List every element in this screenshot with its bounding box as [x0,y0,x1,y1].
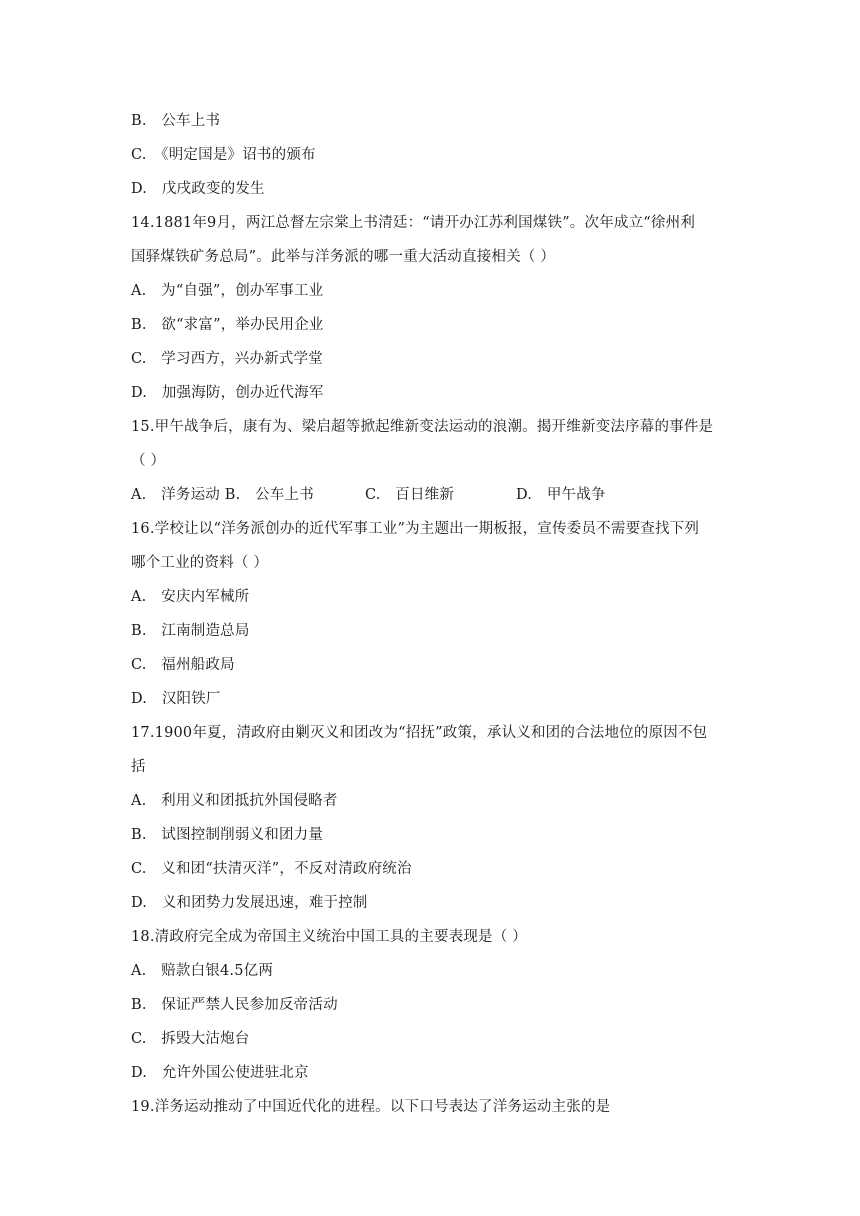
option-16b: B. 江南制造总局 [131,623,250,639]
option-16d: D. 汉阳铁厂 [131,691,221,707]
option-17c: C. 义和团“扶清灭洋”，不反对清政府统治 [131,861,412,877]
question-14-line-2: 国驿煤铁矿务总局”。此举与洋务派的哪一重大活动直接相关（ ） [131,249,556,265]
question-17-line-2: 括 [131,759,146,775]
option-14b: B. 欲“求富”，举办民用企业 [131,317,324,333]
question-18: 18.清政府完全成为帝国主义统治中国工具的主要表现是（ ） [131,929,527,945]
question-16-line-2: 哪个工业的资料（ ） [131,555,269,571]
question-16-line-1: 16.学校让以“洋务派创办的近代军事工业”为主题出一期板报，宣传委员不需要查找下列 [131,521,700,537]
question-17-line-1: 17.1900年夏，清政府由剿灭义和团改为“招抚”政策，承认义和团的合法地位的原因不包 [131,725,708,741]
option-18d: D. 允许外国公使进驻北京 [131,1065,309,1081]
option-18c: C. 拆毁大沽炮台 [131,1031,250,1047]
option-13d: D. 戊戌政变的发生 [131,181,265,197]
option-14d: D. 加强海防，创办近代海军 [131,385,324,401]
option-16a: A. 安庆内军械所 [131,589,250,605]
option-18a: A. 赔款白银4.5亿两 [131,963,274,979]
question-14-line-1: 14.1881年9月，两江总督左宗棠上书清廷：“请开办江苏利国煤铁”。次年成立“徐州利 [131,215,696,231]
option-13c: C. 《明定国是》诏书的颁布 [131,147,316,163]
question-15-line-1: 15.甲午战争后，康有为、梁启超等掀起维新变法运动的浪潮。揭开维新变法序幕的事件是 [131,419,714,435]
question-15-line-2: （ ） [131,453,166,469]
option-18b: B. 保证严禁人民参加反帝活动 [131,997,338,1013]
question-15-options [131,485,731,505]
option-15c: C. 百日维新 [365,487,455,503]
option-13b: B. 公车上书 [131,113,221,129]
option-15d: D. 甲午战争 [516,487,606,503]
option-14c: C. 学习西方，兴办新式学堂 [131,351,323,367]
option-17d: D. 义和团势力发展迅速，难于控制 [131,895,368,911]
option-14a: A. 为“自强”，创办军事工业 [131,283,324,299]
option-15ab: A. 洋务运动 B. 公车上书 [131,487,314,503]
question-19: 19.洋务运动推动了中国近代化的进程。以下口号表达了洋务运动主张的是 [131,1099,611,1115]
option-17a: A. 利用义和团抵抗外国侵略者 [131,793,338,809]
option-16c: C. 福州船政局 [131,657,235,673]
option-17b: B. 试图控制削弱义和团力量 [131,827,324,843]
